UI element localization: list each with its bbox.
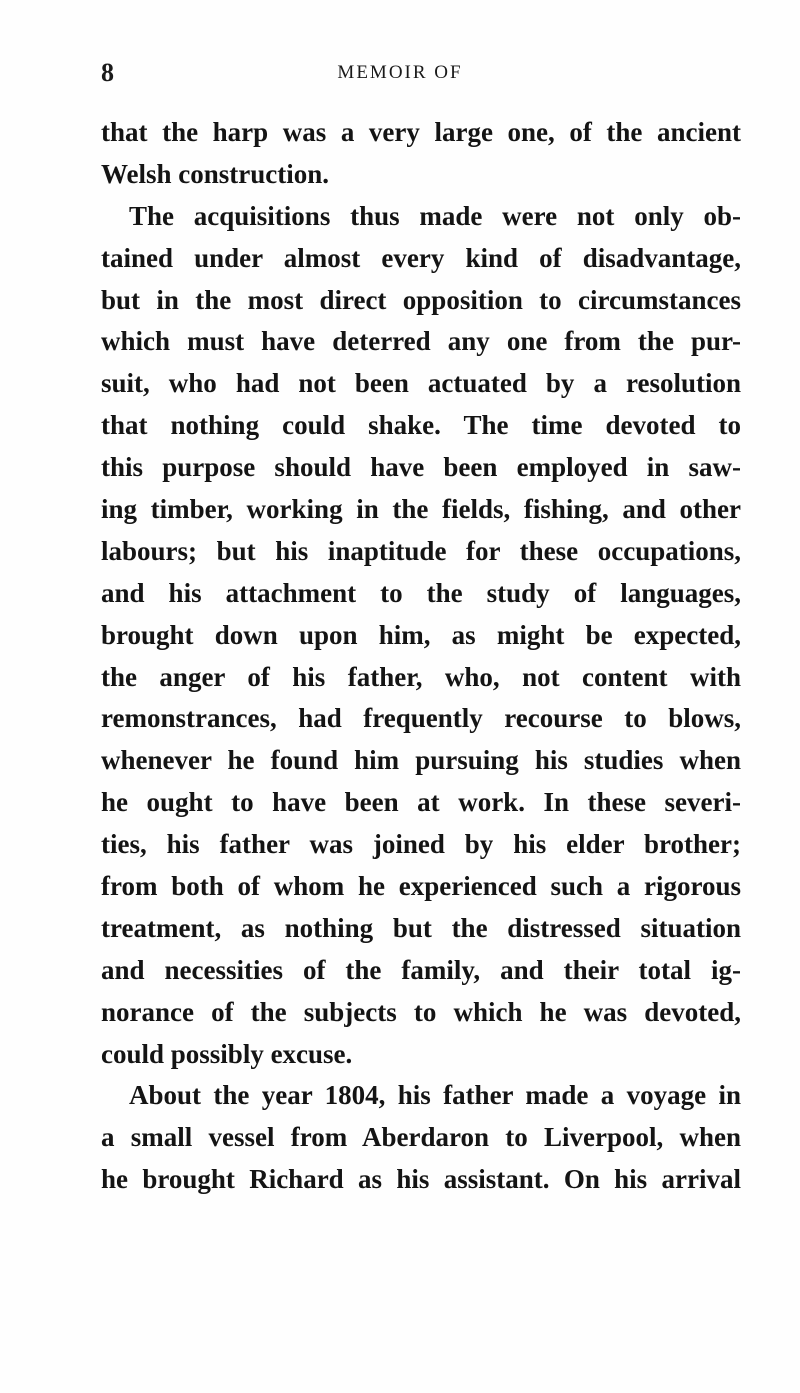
text-line: could possibly excuse.: [101, 1038, 353, 1069]
text-line: but in the most direct opposition to circumstances: [101, 284, 741, 315]
text-line: the anger of his father, who, not content with: [101, 661, 741, 692]
text-line: that the harp was a very large one, of the ancient: [101, 117, 741, 147]
text-line: which must have deterred any one from the pur-: [101, 326, 741, 357]
text-line: The acquisitions thus made were not only ob-: [129, 200, 741, 231]
text-line: a small vessel from Aberdaron to Liverpool, when: [101, 1122, 741, 1153]
text-line: suit, who had not been actuated by a resolution: [101, 368, 741, 399]
page-number: 8: [101, 58, 114, 87]
text-line: labours; but his inaptitude for these occupations,: [101, 535, 741, 566]
text-line: treatment, as nothing but the distressed situation: [101, 912, 741, 943]
text-line: and necessities of the family, and their total ig-: [101, 954, 741, 985]
text-line: Welsh construction.: [101, 158, 330, 189]
text-line: whenever he found him pursuing his studies when: [101, 745, 741, 776]
text-line: norance of the subjects to which he was devoted,: [101, 996, 741, 1027]
text-line: that nothing could shake. The time devoted to: [101, 410, 741, 441]
text-line: he ought to have been at work. In these severi-: [101, 787, 741, 818]
text-line: and his attachment to the study of languages,: [101, 577, 741, 608]
text-line: remonstrances, had frequently recourse to blows,: [101, 703, 741, 734]
text-line: ing timber, working in the fields, fishing, and other: [101, 494, 741, 525]
text-line: he brought Richard as his assistant. On his arrival: [101, 1164, 741, 1195]
text-line: brought down upon him, as might be expected,: [101, 619, 741, 650]
text-line: tained under almost every kind of disadvantage,: [101, 242, 741, 273]
text-line: this purpose should have been employed in saw-: [101, 452, 741, 483]
text-line: About the year 1804, his father made a voyage in: [129, 1080, 741, 1111]
running-head: MEMOIR OF: [337, 62, 463, 83]
body-text: [101, 112, 741, 1201]
page-header: [0, 58, 800, 88]
text-line: from both of whom he experienced such a rigorous: [101, 871, 741, 902]
text-line: ties, his father was joined by his elder brother;: [101, 829, 741, 860]
